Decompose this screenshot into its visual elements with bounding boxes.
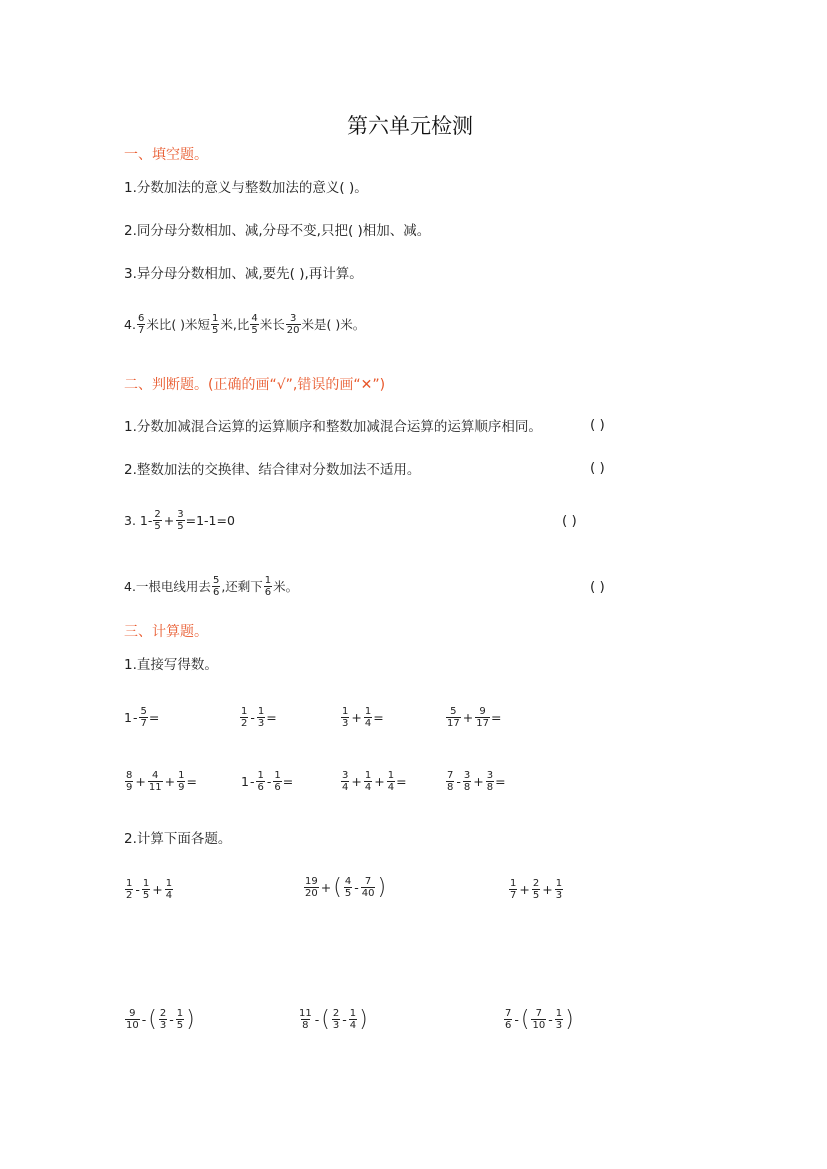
fraction — [212, 575, 220, 598]
fraction — [142, 878, 150, 901]
numerator: 5 — [140, 706, 147, 717]
equals-sign: = — [495, 774, 506, 789]
section-heading-calculate: 三、计算题。 — [124, 624, 208, 640]
numerator: 1 — [342, 706, 349, 717]
numerator: 3 — [486, 770, 494, 781]
numerator: 7 — [535, 1008, 543, 1019]
numerator: 4 — [344, 876, 352, 887]
judge-question-1: 1.分数加减混合运算的运算顺序和整数加减混合运算的运算顺序相同。 — [124, 419, 542, 435]
one: 1 — [241, 774, 249, 789]
left-parenthesis: ( — [148, 1006, 157, 1032]
numerator: 1 — [555, 1008, 563, 1019]
numerator: 1 — [165, 878, 173, 889]
denominator: 5 — [532, 890, 540, 901]
fraction — [446, 770, 454, 793]
numerator: 1 — [274, 770, 281, 781]
numerator: 1 — [349, 1008, 357, 1019]
direct-expression-a1 — [124, 706, 159, 729]
minus-sign: - — [314, 1012, 320, 1027]
plus-sign: + — [163, 512, 175, 528]
fraction — [486, 770, 494, 793]
answer-parentheses: ( ) — [590, 579, 605, 595]
denominator: 4 — [364, 718, 372, 729]
fraction — [137, 313, 145, 336]
denominator: 7 — [140, 718, 147, 729]
fraction — [304, 876, 319, 899]
denominator: 20 — [286, 325, 300, 336]
calc-expression-d1 — [124, 1008, 196, 1031]
fraction — [364, 706, 372, 729]
numerator: 1 — [387, 770, 395, 781]
calc-expression-d3 — [503, 1008, 575, 1031]
numerator: 5 — [212, 575, 220, 586]
fill-question-2: 2.同分母分数相加、减,分母不变,只把( )相加、减。 — [124, 223, 431, 239]
minus-sign: - — [548, 1012, 553, 1027]
answer-parentheses: ( ) — [590, 460, 605, 476]
plus-sign: + — [519, 882, 530, 897]
fraction — [159, 1008, 167, 1031]
minus-sign: - — [250, 710, 255, 725]
denominator: 3 — [159, 1020, 167, 1031]
section-heading-judge: 二、判断题。(正确的画“√”,错误的画“✕”) — [124, 377, 386, 393]
fraction — [361, 876, 376, 899]
page-title: 第六单元检测 — [347, 114, 473, 138]
minus-sign: - — [514, 1012, 519, 1027]
equals-sign: = — [373, 710, 384, 725]
denominator: 20 — [305, 888, 318, 899]
denominator: 5 — [176, 1020, 184, 1031]
denominator: 9 — [126, 782, 133, 793]
fraction — [504, 1008, 512, 1031]
fill-question-3: 3.异分母分数相加、减,要先( ),再计算。 — [124, 266, 363, 282]
fraction — [264, 575, 272, 598]
numerator: 1 — [142, 878, 150, 889]
numerator: 1 — [212, 313, 219, 324]
denominator: 4 — [349, 1020, 357, 1031]
numerator: 1 — [178, 770, 185, 781]
denominator: 11 — [148, 782, 162, 793]
fraction — [349, 1008, 357, 1031]
numerator: 9 — [479, 706, 486, 717]
minus-sign: - — [132, 710, 138, 725]
fraction — [532, 878, 540, 901]
equals-sign: = — [148, 710, 160, 725]
fraction — [256, 770, 264, 793]
minus-sign: - — [169, 1012, 174, 1027]
direct-expression-b1 — [124, 770, 197, 793]
plus-sign: + — [542, 882, 553, 897]
denominator: 5 — [154, 521, 161, 532]
fraction — [298, 1008, 313, 1031]
calc-expression-c2 — [303, 876, 387, 899]
numerator: 4 — [251, 313, 258, 324]
fill-question-1: 1.分数加法的意义与整数加法的意义( )。 — [124, 180, 368, 196]
denominator: 8 — [463, 782, 471, 793]
equals-sign: = — [282, 774, 294, 789]
q4-suffix: 米。 — [273, 578, 299, 594]
numerator: 1 — [241, 706, 248, 717]
numerator: 7 — [505, 1008, 512, 1019]
denominator: 5 — [344, 888, 352, 899]
numerator: 19 — [305, 876, 318, 887]
fraction — [211, 313, 219, 336]
fraction — [165, 878, 173, 901]
denominator: 9 — [178, 782, 185, 793]
minus-sign: - — [141, 1012, 147, 1027]
plus-sign: + — [374, 774, 385, 789]
q3-prefix: 3. 1- — [124, 512, 153, 528]
denominator: 17 — [476, 718, 489, 729]
numerator: 11 — [299, 1008, 312, 1019]
q3-suffix: =1-1=0 — [185, 512, 235, 528]
fraction — [250, 313, 258, 336]
denominator: 2 — [241, 718, 248, 729]
calc-expression-d2 — [297, 1008, 369, 1031]
direct-expression-b3 — [340, 770, 407, 793]
minus-sign: - — [456, 774, 461, 789]
denominator: 6 — [257, 782, 264, 793]
fraction — [387, 770, 395, 793]
fraction — [332, 1008, 340, 1031]
numerator: 1 — [264, 575, 272, 586]
calc-expression-c1 — [124, 878, 174, 901]
equals-sign: = — [396, 774, 407, 789]
direct-expression-a3 — [340, 706, 384, 729]
denominator: 7 — [510, 890, 517, 901]
right-parenthesis: ) — [377, 874, 387, 900]
q4-mid: ,还剩下 — [221, 578, 263, 594]
q4-text-3: 米长 — [259, 316, 285, 332]
numerator: 3 — [177, 509, 184, 520]
denominator: 3 — [342, 718, 349, 729]
numerator: 7 — [447, 770, 454, 781]
equals-sign: = — [186, 774, 197, 789]
plus-sign: + — [135, 774, 146, 789]
fraction — [364, 770, 372, 793]
fraction — [139, 706, 147, 729]
denominator: 6 — [212, 587, 220, 598]
numerator: 3 — [463, 770, 471, 781]
right-parenthesis: ) — [565, 1006, 574, 1032]
denominator: 5 — [212, 325, 219, 336]
denominator: 3 — [555, 890, 563, 901]
denominator: 5 — [142, 890, 150, 901]
numerator: 1 — [257, 770, 264, 781]
denominator: 40 — [361, 888, 375, 899]
numerator: 7 — [364, 876, 372, 887]
plus-sign: + — [462, 710, 474, 725]
denominator: 4 — [342, 782, 349, 793]
minus-sign: - — [249, 774, 255, 789]
subsection-calculate: 2.计算下面各题。 — [124, 831, 232, 847]
denominator: 4 — [387, 782, 395, 793]
fraction — [509, 878, 517, 901]
denominator: 5 — [177, 521, 184, 532]
fraction — [341, 770, 349, 793]
direct-expression-a4 — [445, 706, 501, 729]
answer-parentheses: ( ) — [590, 417, 605, 433]
numerator: 1 — [176, 1008, 184, 1019]
denominator: 5 — [251, 325, 258, 336]
numerator: 2 — [159, 1008, 167, 1019]
denominator: 10 — [532, 1020, 546, 1031]
numerator: 8 — [126, 770, 133, 781]
numerator: 2 — [332, 1008, 340, 1019]
denominator: 3 — [555, 1020, 563, 1031]
judge-question-3 — [124, 509, 235, 532]
numerator: 1 — [364, 770, 372, 781]
fraction — [125, 1008, 140, 1031]
calc-expression-c3 — [508, 878, 564, 901]
denominator: 3 — [332, 1020, 340, 1031]
denominator: 8 — [486, 782, 494, 793]
denominator: 4 — [165, 890, 173, 901]
direct-expression-a2 — [239, 706, 277, 729]
numerator: 5 — [450, 706, 457, 717]
plus-sign: + — [351, 710, 362, 725]
numerator: 1 — [555, 878, 563, 889]
denominator: 6 — [274, 782, 281, 793]
plus-sign: + — [473, 774, 484, 789]
numerator: 3 — [342, 770, 349, 781]
numerator: 2 — [154, 509, 161, 520]
direct-expression-b2 — [241, 770, 293, 793]
denominator: 8 — [302, 1020, 309, 1031]
q4-text-4: 米是( )米。 — [301, 316, 366, 332]
left-parenthesis: ( — [321, 1006, 330, 1032]
numerator: 3 — [289, 313, 297, 324]
denominator: 2 — [126, 890, 133, 901]
q4-text-1: 米比( )米短 — [146, 316, 211, 332]
right-parenthesis: ) — [186, 1006, 195, 1032]
denominator: 6 — [264, 587, 272, 598]
plus-sign: + — [320, 880, 332, 895]
numerator: 1 — [126, 878, 133, 889]
fraction — [286, 313, 301, 336]
plus-sign: + — [152, 882, 163, 897]
numerator: 1 — [510, 878, 517, 889]
numerator: 1 — [364, 706, 372, 717]
fraction — [344, 876, 352, 899]
numerator: 6 — [137, 313, 145, 324]
q4-prefix: 4. — [124, 316, 136, 332]
fraction — [555, 878, 563, 901]
subsection-direct: 1.直接写得数。 — [124, 657, 218, 673]
fraction — [446, 706, 461, 729]
fraction — [257, 706, 265, 729]
denominator: 7 — [137, 325, 145, 336]
answer-parentheses: ( ) — [562, 513, 577, 529]
denominator: 10 — [126, 1020, 139, 1031]
denominator: 3 — [257, 718, 265, 729]
minus-sign: - — [266, 774, 272, 789]
denominator: 17 — [447, 718, 460, 729]
plus-sign: + — [164, 774, 176, 789]
left-parenthesis: ( — [333, 874, 342, 900]
minus-sign: - — [135, 882, 140, 897]
fraction — [148, 770, 163, 793]
denominator: 6 — [505, 1020, 512, 1031]
fraction — [463, 770, 471, 793]
fraction — [341, 706, 349, 729]
fraction — [555, 1008, 563, 1031]
right-parenthesis: ) — [359, 1006, 368, 1032]
numerator: 1 — [257, 706, 265, 717]
fraction — [177, 770, 185, 793]
fill-question-4 — [124, 313, 365, 336]
fraction — [475, 706, 490, 729]
fraction — [176, 509, 184, 532]
numerator: 2 — [532, 878, 540, 889]
q4-text-2: 米,比 — [220, 316, 250, 332]
equals-sign: = — [490, 710, 502, 725]
minus-sign: - — [354, 880, 359, 895]
fraction — [125, 878, 133, 901]
fraction — [531, 1008, 546, 1031]
one: 1 — [124, 710, 132, 725]
judge-question-4 — [124, 575, 298, 598]
judge-question-2: 2.整数加法的交换律、结合律对分数加法不适用。 — [124, 462, 421, 478]
numerator: 9 — [129, 1008, 136, 1019]
section-heading-fill-blank: 一、填空题。 — [124, 147, 208, 163]
equals-sign: = — [266, 710, 277, 725]
minus-sign: - — [342, 1012, 347, 1027]
fraction — [176, 1008, 184, 1031]
fraction — [153, 509, 161, 532]
q4-prefix: 4.一根电线用去 — [124, 578, 211, 594]
fraction — [240, 706, 248, 729]
numerator: 4 — [152, 770, 159, 781]
denominator: 8 — [447, 782, 454, 793]
plus-sign: + — [351, 774, 362, 789]
fraction — [273, 770, 281, 793]
left-parenthesis: ( — [520, 1006, 530, 1032]
fraction — [125, 770, 133, 793]
denominator: 4 — [364, 782, 372, 793]
direct-expression-b4 — [445, 770, 506, 793]
